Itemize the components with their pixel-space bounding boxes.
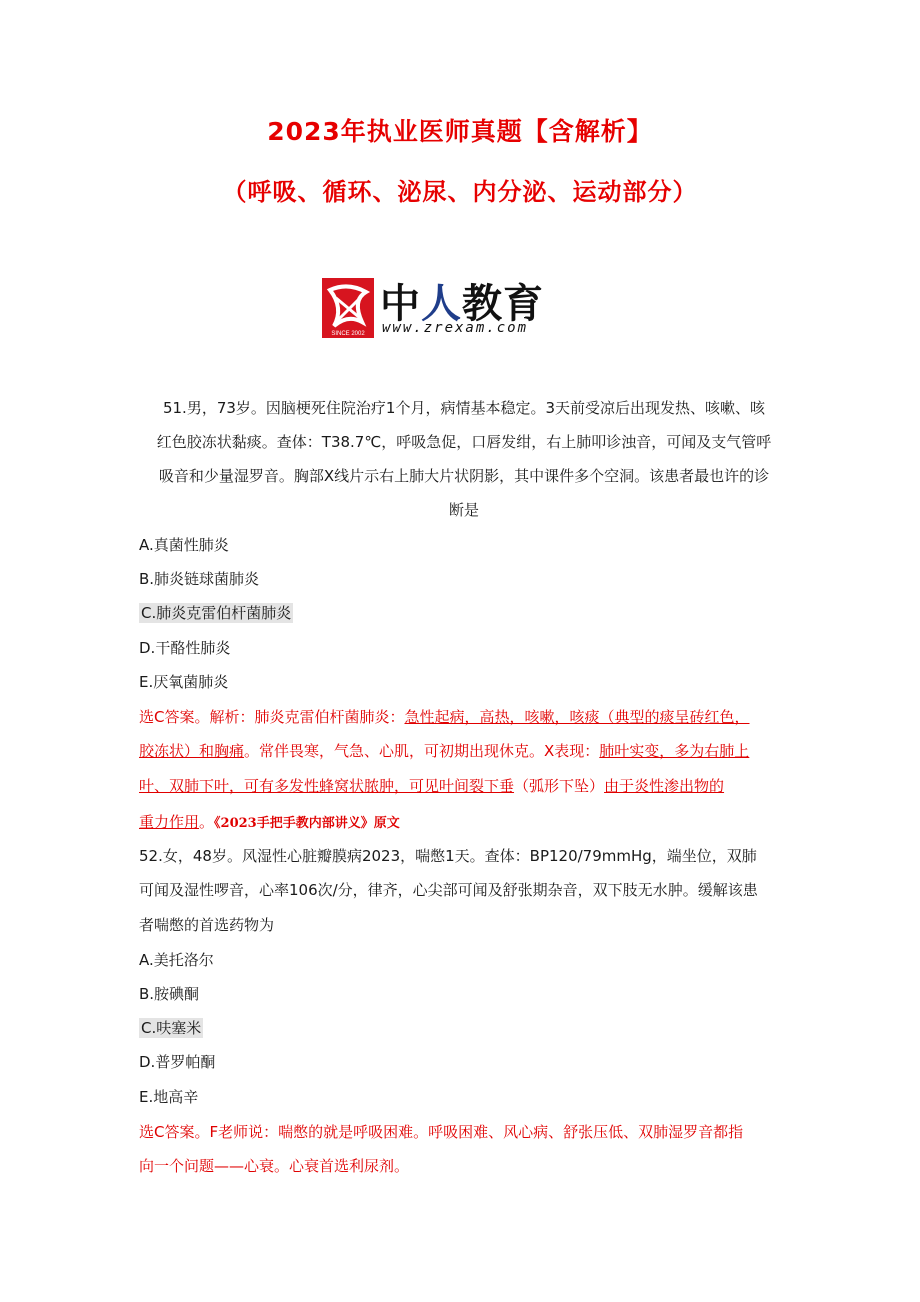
q52-option-b: B.胺碘酮 [139,985,200,1003]
q52-stem-line-3: 者喘憋的首选药物为 [139,916,275,934]
answer-underlined: 急性起病，高热，咳嗽，咳痰（典型的痰呈砖红色， [404,708,750,726]
answer-text: 。常伴畏寒，气急、心肌，可初期出现休克。X表现： [244,742,600,760]
brand-part-zhong: 中 [380,281,421,327]
logo-since: SINCE 2002 [331,331,365,337]
brand-part-ren: 人 [421,281,462,327]
q52-answer-line-1: 选C答案。F老师说：喘憋的就是呼吸困难。呼吸困难、风心病、舒张压低、双肺湿罗音都指 [139,1123,744,1141]
brand-logo [322,278,612,342]
q51-stem-line-4: 断是 [448,501,479,519]
answer-underlined: 重力作用 [139,813,200,831]
q52-option-d: D.普罗帕酮 [139,1053,216,1071]
answer-underlined: 由于炎性渗出物的 [604,777,725,795]
q51-answer-line-4 [139,812,400,834]
q51-stem-line-3: 吸音和少量湿罗音。胸部X线片示右上肺大片状阴影，其中课件多个空洞。该患者最也许的诊 [158,467,770,485]
q51-option-a: A.真菌性肺炎 [139,536,229,554]
answer-source: 《2023手把手教内部讲义》原文 [214,816,400,831]
q51-answer-line-3 [139,776,724,796]
q51-answer-line-2 [139,741,749,761]
q51-option-b: B.肺炎链球菌肺炎 [139,570,260,588]
q52-option-a: A.美托洛尔 [139,951,214,969]
answer-text: 选C答案。解析：肺炎克雷伯杆菌肺炎： [139,708,405,726]
logo-mark-icon [322,278,374,338]
answer-text: 。 [199,813,215,831]
brand-part-jiaoyu: 教育 [462,281,544,327]
q51-stem-line-1: 51.男，73岁。因脑梗死住院治疗1个月，病情基本稳定。3天前受凉后出现发热、咳嗽、咳 [162,399,766,417]
q52-option-e: E.地高辛 [139,1088,199,1106]
q51-option-d: D.干酪性肺炎 [139,639,231,657]
q52-option-c-row [139,1018,203,1038]
page-subtitle: （呼吸、循环、泌尿、内分泌、运动部分） [222,178,698,206]
answer-underlined: 叶、双肺下叶，可有多发性蜂窝状脓肿，可见叶间裂下垂 [139,777,515,795]
q51-stem-line-2: 红色胶冻状黏痰。查体：T38.7℃，呼吸急促，口唇发绀，右上肺叩诊浊音，可闻及支气管呼 [156,433,772,451]
logo-url: www.zrexam.com [382,320,529,336]
q52-stem-line-1: 52.女，48岁。风湿性心脏瓣膜病2023，喘憋1天。查体：BP120/79mmHg，端坐位，双肺 [139,847,757,865]
page-title: 2023年执业医师真题【含解析】 [267,117,653,146]
q51-option-e: E.厌氧菌肺炎 [139,673,229,691]
answer-underlined: 肺叶实变，多为右肺上 [599,742,750,760]
answer-underlined: 胶冻状）和胸痛 [139,742,245,760]
q52-option-c: C.呋塞米 [141,1019,202,1037]
q52-answer-line-2: 向一个问题——心衰。心衰首选利尿剂。 [139,1157,410,1175]
answer-text: （弧形下坠） [514,777,605,795]
q51-answer-line-1 [139,707,750,727]
q51-option-c: C.肺炎克雷伯杆菌肺炎 [141,604,292,622]
q52-stem-line-2: 可闻及湿性啰音，心率106次/分，律齐，心尖部可闻及舒张期杂音，双下肢无水肿。缓解该患 [139,881,758,899]
q51-option-c-row [139,603,293,623]
